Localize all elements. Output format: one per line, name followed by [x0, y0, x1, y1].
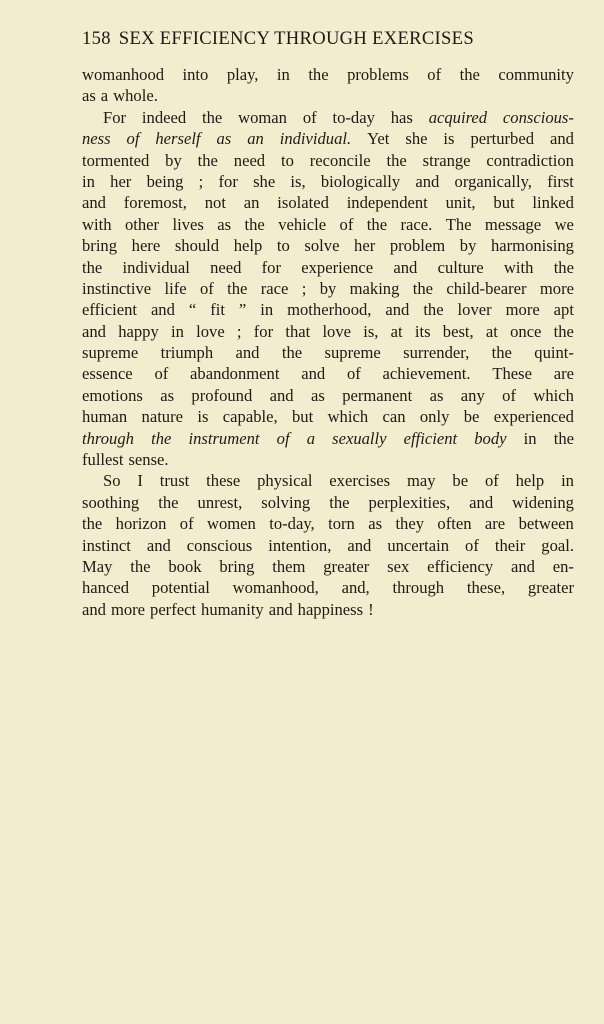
- word: ness: [82, 129, 111, 149]
- word: to-day,: [269, 514, 315, 534]
- word: instinct: [82, 535, 131, 555]
- word: exercises: [329, 471, 391, 491]
- word: here: [131, 236, 161, 256]
- word: may: [406, 471, 436, 491]
- text-line: [82, 599, 574, 620]
- word: supreme: [324, 343, 381, 363]
- word: being: [146, 171, 184, 191]
- word: women: [206, 514, 256, 534]
- word: she: [405, 129, 428, 149]
- word: as: [216, 129, 232, 149]
- word: to: [280, 150, 294, 170]
- word: womanhood: [82, 65, 165, 84]
- text-line: [82, 363, 574, 384]
- text-line: [82, 556, 574, 577]
- word: emotions: [82, 385, 143, 405]
- word: human: [82, 407, 128, 427]
- text-line: [82, 385, 574, 406]
- word: goal.: [541, 535, 574, 555]
- word: in: [276, 65, 290, 84]
- word: of: [484, 471, 499, 491]
- text-line: [82, 577, 574, 598]
- word: intention,: [268, 535, 332, 555]
- word: physical: [257, 471, 313, 491]
- word: making: [349, 278, 400, 298]
- word: efficiency: [427, 556, 494, 576]
- word: by: [165, 150, 182, 170]
- word: the: [553, 257, 574, 277]
- word: and: [385, 300, 410, 320]
- word: For: [103, 107, 127, 127]
- word: race: [260, 278, 289, 298]
- word: their: [494, 535, 526, 555]
- word: the: [130, 556, 151, 576]
- word: surrender,: [403, 343, 470, 363]
- word: widening: [512, 492, 574, 512]
- word: with: [82, 214, 112, 234]
- word: is: [443, 129, 455, 149]
- word: ;: [301, 278, 307, 298]
- word: more: [110, 599, 146, 619]
- word: fit: [210, 300, 225, 320]
- word: unrest,: [197, 492, 243, 512]
- word: sense.: [128, 450, 169, 470]
- word: of: [154, 364, 169, 384]
- text-line: [82, 278, 574, 299]
- word: as: [82, 86, 96, 106]
- text-line: [82, 192, 574, 213]
- word: a: [100, 86, 109, 106]
- word: in: [523, 428, 537, 448]
- word: instinctive: [82, 278, 152, 298]
- word: the: [329, 492, 350, 512]
- word: independent: [346, 193, 428, 213]
- word: be: [463, 407, 480, 427]
- word: of: [199, 278, 214, 298]
- word: race.: [400, 214, 433, 234]
- text-line: [82, 492, 574, 513]
- word: “: [188, 300, 197, 320]
- word: capable,: [222, 407, 278, 427]
- word: other: [124, 214, 160, 234]
- word: tormented: [82, 150, 150, 170]
- word: need: [233, 150, 266, 170]
- word: and: [82, 193, 106, 213]
- word: often: [437, 514, 472, 534]
- word: and: [82, 321, 106, 341]
- word: efficient: [82, 300, 137, 320]
- word: the: [197, 150, 218, 170]
- word: organically,: [454, 171, 532, 191]
- word: and: [469, 492, 494, 512]
- word: ;: [198, 171, 204, 191]
- text-line: [82, 257, 574, 278]
- word: the: [459, 65, 480, 84]
- text-line: [82, 128, 574, 149]
- word: as: [160, 385, 175, 405]
- word: the: [491, 343, 512, 363]
- word: uncertain: [387, 535, 450, 555]
- word: These: [492, 364, 532, 384]
- word: and: [146, 535, 171, 555]
- word: which: [327, 407, 369, 427]
- word: indeed: [141, 107, 187, 127]
- word: as: [217, 214, 232, 234]
- word: culture: [437, 257, 484, 277]
- word: and: [347, 535, 372, 555]
- text-line: [82, 428, 574, 449]
- text-line: [82, 513, 574, 534]
- word: bring: [219, 556, 255, 576]
- word: the: [423, 300, 444, 320]
- word: perfect: [150, 599, 197, 619]
- word: isolated: [277, 193, 329, 213]
- word: The: [445, 214, 472, 234]
- body-text: [82, 64, 574, 620]
- word: triumph: [160, 343, 214, 363]
- word: more: [539, 278, 574, 298]
- word: harmonising: [490, 236, 574, 256]
- word: potential: [151, 578, 210, 598]
- word: an: [247, 129, 264, 149]
- word: woman: [238, 107, 287, 127]
- word: but: [493, 193, 515, 213]
- page-number: 158: [82, 28, 111, 49]
- word: the: [281, 343, 303, 363]
- word: the: [201, 107, 223, 127]
- word: supreme: [82, 343, 139, 363]
- word: is: [197, 407, 209, 427]
- word: linked: [532, 193, 574, 213]
- word: any: [460, 385, 485, 405]
- text-line: [82, 107, 574, 128]
- word: these: [206, 471, 241, 491]
- word: an: [243, 193, 260, 213]
- word: and: [549, 129, 574, 149]
- word: the: [308, 65, 329, 84]
- word: the: [553, 321, 574, 341]
- word: biologically: [320, 171, 401, 191]
- word: bring: [82, 236, 118, 256]
- word: and: [301, 364, 326, 384]
- word: of: [502, 385, 516, 405]
- word: book: [168, 556, 202, 576]
- word: message: [484, 214, 542, 234]
- word: love: [322, 321, 352, 341]
- word: the: [553, 428, 574, 448]
- word: best,: [442, 321, 474, 341]
- word: the: [151, 428, 172, 448]
- word: humanity: [201, 599, 264, 619]
- word: of: [346, 364, 361, 384]
- word: these,: [466, 578, 506, 598]
- word: into: [182, 65, 209, 84]
- word: between: [518, 514, 574, 534]
- word: conscious-: [502, 107, 574, 127]
- word: instrument: [188, 428, 260, 448]
- word: the: [244, 214, 265, 234]
- word: individual.: [279, 129, 352, 149]
- word: at: [485, 321, 498, 341]
- word: be: [452, 471, 469, 491]
- word: horizon: [115, 514, 167, 534]
- word: sexually: [332, 428, 387, 448]
- word: but: [291, 407, 314, 427]
- word: are: [484, 514, 506, 534]
- word: essence: [82, 364, 133, 384]
- word: the: [366, 214, 388, 234]
- word: motherhood,: [287, 300, 372, 320]
- text-line: [82, 85, 574, 106]
- word: of: [465, 535, 479, 555]
- word: conscious: [186, 535, 253, 555]
- text-line: [82, 470, 574, 491]
- word: the: [82, 514, 103, 534]
- word: the: [82, 257, 103, 277]
- word: perplexities,: [368, 492, 451, 512]
- word: as: [429, 385, 444, 405]
- word: and: [510, 556, 535, 576]
- word: I: [137, 471, 143, 491]
- word: as: [368, 514, 383, 534]
- word: the: [227, 278, 248, 298]
- word: and: [268, 599, 293, 619]
- word: quint-: [534, 343, 574, 363]
- word: has: [390, 107, 413, 127]
- word: child-bearer: [446, 278, 527, 298]
- word: them: [272, 556, 306, 576]
- word: life: [164, 278, 187, 298]
- word: whole.: [113, 86, 158, 106]
- word: of: [427, 65, 442, 84]
- word: of: [276, 428, 290, 448]
- word: for: [253, 321, 274, 341]
- word: May: [82, 556, 113, 576]
- word: only: [419, 407, 450, 427]
- word: more: [505, 300, 540, 320]
- word: can: [382, 407, 406, 427]
- word: community: [498, 65, 574, 84]
- text-line: [82, 342, 574, 363]
- word: en-: [552, 556, 574, 576]
- word: that: [285, 321, 311, 341]
- word: Yet: [367, 129, 390, 149]
- word: ”: [238, 300, 247, 320]
- text-line: [82, 235, 574, 256]
- word: problems: [347, 65, 409, 84]
- word: at: [390, 321, 403, 341]
- word: with: [503, 257, 534, 277]
- text-line: [82, 406, 574, 427]
- text-line: [82, 299, 574, 320]
- word: first: [547, 171, 574, 191]
- word: of: [179, 514, 194, 534]
- word: experience: [301, 257, 374, 277]
- word: nature: [141, 407, 183, 427]
- word: happy: [118, 321, 159, 341]
- word: lives: [172, 214, 204, 234]
- text-line: [82, 150, 574, 171]
- word: we: [554, 214, 574, 234]
- word: and: [393, 257, 418, 277]
- word: love: [196, 321, 225, 341]
- word: should: [174, 236, 220, 256]
- word: solving: [261, 492, 311, 512]
- word: profound: [191, 385, 253, 405]
- word: for: [261, 257, 282, 277]
- word: experienced: [493, 407, 574, 427]
- word: ;: [236, 321, 242, 341]
- word: lover: [457, 300, 492, 320]
- word: herself: [155, 129, 201, 149]
- word: greater: [527, 578, 574, 598]
- word: sex: [387, 556, 410, 576]
- word: as: [310, 385, 325, 405]
- word: its: [414, 321, 431, 341]
- word: of: [339, 214, 354, 234]
- word: her: [354, 236, 376, 256]
- word: fullest: [82, 450, 124, 470]
- word: in: [260, 300, 274, 320]
- text-line: [82, 214, 574, 235]
- word: of: [126, 129, 140, 149]
- word: to: [276, 236, 290, 256]
- word: body: [474, 428, 507, 448]
- text-line: [82, 64, 574, 85]
- word: and: [415, 171, 440, 191]
- word: to-day: [332, 107, 375, 127]
- word: they: [395, 514, 425, 534]
- word: happiness: [297, 599, 364, 619]
- word: she: [253, 171, 276, 191]
- word: problem: [389, 236, 446, 256]
- word: and: [269, 385, 294, 405]
- word: greater: [323, 556, 370, 576]
- word: contradiction: [486, 150, 574, 170]
- word: is,: [290, 171, 306, 191]
- word: for: [218, 171, 238, 191]
- word: in: [82, 171, 95, 191]
- word: help: [233, 236, 263, 256]
- word: achievement.: [382, 364, 471, 384]
- running-header: [82, 27, 542, 51]
- word: by: [319, 278, 337, 298]
- word: abandonment: [190, 364, 280, 384]
- text-line: [82, 321, 574, 342]
- word: by: [459, 236, 477, 256]
- running-title: SEX EFFICIENCY THROUGH EXERCISES: [118, 28, 474, 49]
- word: hanced: [82, 578, 129, 598]
- word: !: [368, 599, 374, 619]
- word: permanent: [342, 385, 413, 405]
- word: trust: [159, 471, 190, 491]
- text-line: [82, 535, 574, 556]
- word: efficient: [403, 428, 458, 448]
- word: and: [150, 300, 175, 320]
- word: reconcile: [309, 150, 371, 170]
- word: vehicle: [278, 214, 327, 234]
- word: and: [235, 343, 260, 363]
- word: the: [386, 150, 407, 170]
- word: individual: [122, 257, 190, 277]
- word: once: [510, 321, 542, 341]
- word: which: [533, 385, 574, 405]
- word: unit,: [445, 193, 476, 213]
- text-line: [82, 449, 574, 470]
- text-line: [82, 171, 574, 192]
- word: through: [392, 578, 445, 598]
- word: through: [82, 428, 134, 448]
- word: womanhood,: [232, 578, 319, 598]
- word: torn: [328, 514, 355, 534]
- word: the: [412, 278, 434, 298]
- word: of: [302, 107, 317, 127]
- word: foremost,: [123, 193, 187, 213]
- word: the: [158, 492, 179, 512]
- word: help: [515, 471, 545, 491]
- word: and,: [341, 578, 370, 598]
- word: apt: [553, 300, 574, 320]
- word: her: [110, 171, 132, 191]
- word: in: [561, 471, 574, 491]
- word: and: [82, 599, 106, 619]
- word: a: [306, 428, 315, 448]
- word: soothing: [82, 492, 140, 512]
- word: solve: [304, 236, 340, 256]
- word: need: [210, 257, 242, 277]
- word: perturbed: [470, 129, 535, 149]
- word: play,: [226, 65, 259, 84]
- word: acquired: [428, 107, 488, 127]
- word: strange: [422, 150, 471, 170]
- word: are: [553, 364, 574, 384]
- word: So: [103, 471, 121, 491]
- word: is,: [363, 321, 379, 341]
- word: in: [170, 321, 184, 341]
- word: not: [204, 193, 226, 213]
